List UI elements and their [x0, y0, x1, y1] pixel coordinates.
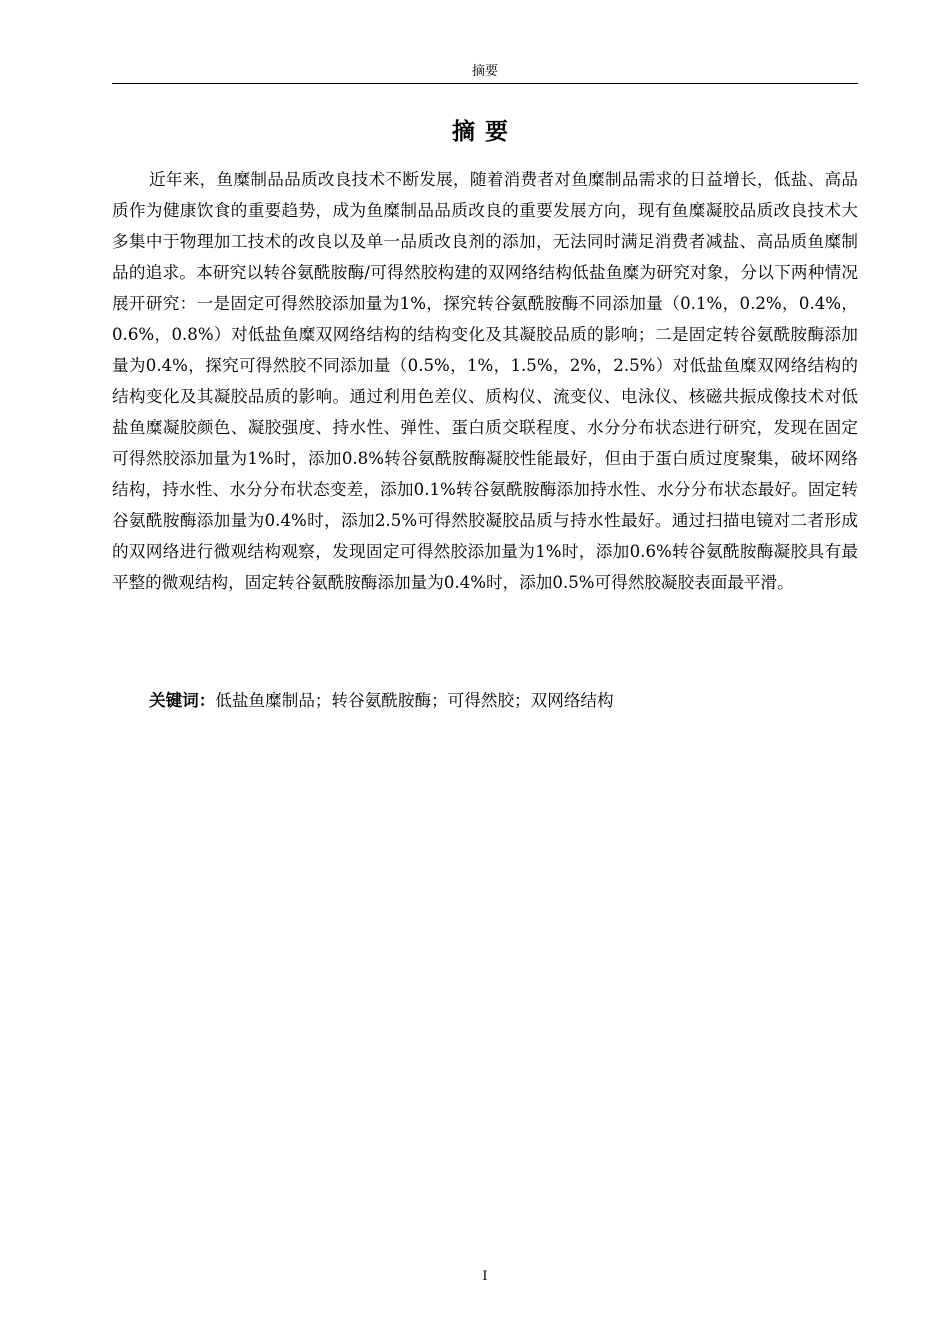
page-title: 摘要 — [452, 119, 518, 145]
keywords-value: 低盐鱼糜制品；转谷氨酰胺酶；可得然胶；双网络结构 — [215, 691, 614, 710]
abstract-body: 近年来，鱼糜制品品质改良技术不断发展，随着消费者对鱼糜制品需求的日益增长，低盐、高品质作为健康饮食的重要趋势，成为鱼糜制品品质改良的重要发展方向，现有鱼糜凝胶品质改良技术大多集中于物理加工技术的改良以及单一品质改良剂的添加，无法同时满足消费者减盐、高品质鱼糜制品的追求。本研究以转谷氨酰胺酶/可得然胶构建的双网络结构低盐鱼糜为研究对象，分以下两种情况展开研究：一是固定可得然胶添加量为1%，探究转谷氨酰胺酶不同添加量（0.1%，0.2%，0.4%，0.6%，0.8%）对低盐鱼糜双网络结构的结构变化及其凝胶品质的影响；二是固定转谷氨酰胺酶添加量为0.4%，探究可得然胶不同添加量（0.5%，1%，1.5%，2%，2.5%）对低盐鱼糜双网络结构的结构变化及其凝胶品质的影响。通过利用色差仪、质构仪、流变仪、电泳仪、核磁共振成像技术对低盐鱼糜凝胶颜色、凝胶强度、持水性、弹性、蛋白质交联程度、水分分布状态进行研究，发现在固定可得然胶添加量为1%时，添加0.8%转谷氨酰胺酶凝胶性能最好，但由于蛋白质过度聚集，破坏网络结构，持水性、水分分布状态变差，添加0.1%转谷氨酰胺酶添加持水性、水分分布状态最好。固定转谷氨酰胺酶添加量为0.4%时，添加2.5%可得然胶凝胶品质与持水性最好。通过扫描电镜对二者形成的双网络进行微观结构观察，发现固定可得然胶添加量为1%时，添加0.6%转谷氨酰胺酶凝胶具有最平整的微观结构，固定转谷氨酰胺酶添加量为0.4%时，添加0.5%可得然胶凝胶表面最平滑。 — [112, 170, 858, 592]
running-header: 摘要 — [471, 64, 498, 79]
keywords-line — [149, 688, 858, 714]
keywords-label: 关键词： — [149, 691, 216, 710]
header-divider — [112, 83, 858, 84]
page-number: I — [482, 1269, 488, 1284]
